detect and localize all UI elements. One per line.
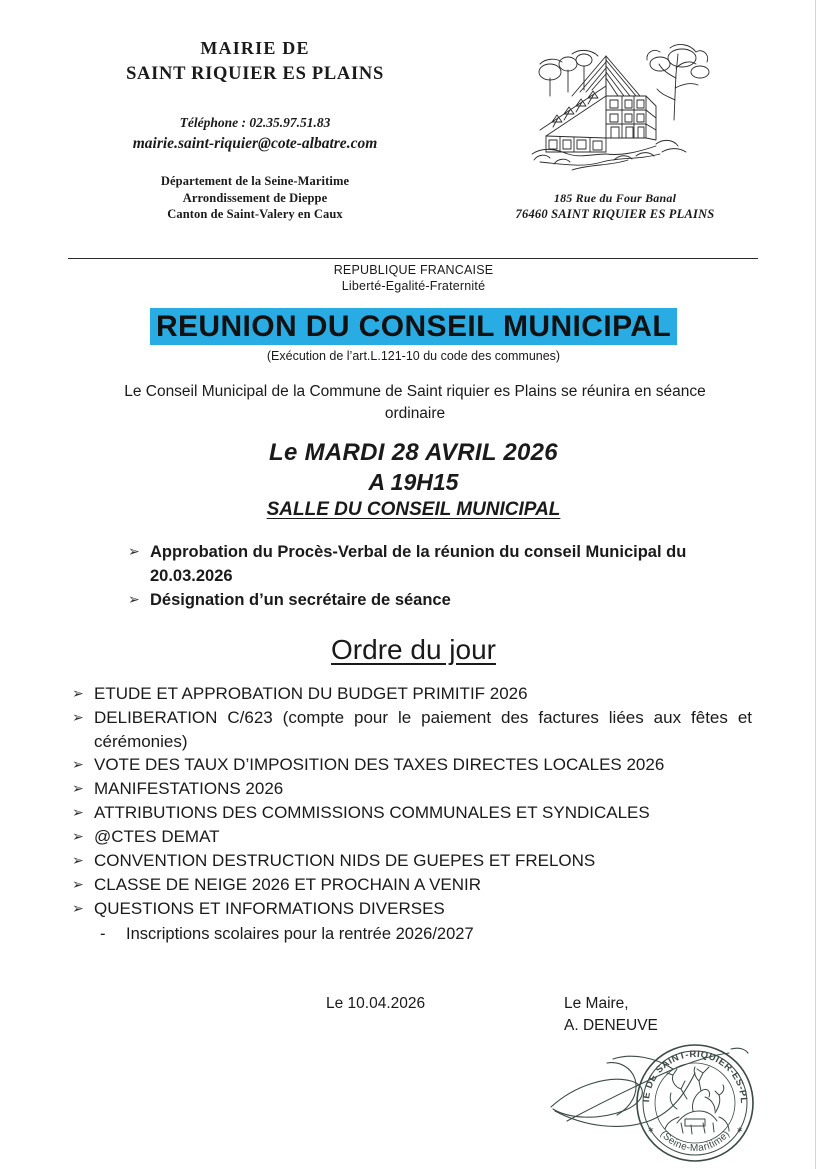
table-row xyxy=(72,706,752,753)
administrative-block xyxy=(55,173,455,223)
agenda-heading: Ordre du jour xyxy=(331,634,496,665)
meeting-location: SALLE DU CONSEIL MUNICIPAL xyxy=(266,499,561,520)
address-line-2: 76460 SAINT RIQUIER ES PLAINS xyxy=(515,207,715,221)
title-banner-wrapper xyxy=(0,308,827,345)
agenda-item-text: QUESTIONS ET INFORMATIONS DIVERSES xyxy=(94,899,445,918)
table-row xyxy=(72,777,752,801)
table-row xyxy=(72,682,752,706)
republic-line-2: Liberté-Egalité-Fraternité xyxy=(341,279,486,293)
official-stamp-and-signature xyxy=(545,1035,790,1169)
arrow-bullet-icon: ➢ xyxy=(72,781,84,797)
table-row xyxy=(72,873,752,897)
meeting-details xyxy=(0,438,827,523)
arrondissement-line: Arrondissement de Dieppe xyxy=(182,190,328,205)
arrow-bullet-icon: ➢ xyxy=(72,877,84,893)
telephone-line: Téléphone : 02.35.97.51.83 xyxy=(179,115,331,130)
agenda-item-text: MANIFESTATIONS 2026 xyxy=(94,779,284,798)
signature-block xyxy=(564,993,658,1037)
header-divider xyxy=(68,258,758,259)
svg-text:(Seine-Maritime) xyxy=(658,1129,732,1154)
arrow-bullet-icon: ➢ xyxy=(72,757,84,773)
letterhead-illustration-block xyxy=(470,34,760,222)
table-row xyxy=(72,849,752,873)
meeting-time: A 19H15 xyxy=(368,469,459,495)
stamp-outer-text: MAIRIE DE SAINT-RIQUIER-ES-PLAINS xyxy=(640,1048,750,1106)
intro-paragraph: Le Conseil Municipal de la Commune de Saint riquier es Plains se réunira en séance ordinaire xyxy=(124,383,706,422)
arrow-bullet-icon: ➢ xyxy=(128,592,140,608)
agenda-heading-wrapper xyxy=(0,632,827,668)
arrow-bullet-icon: ➢ xyxy=(72,686,84,702)
email-line: mairie.saint-riquier@cote-albatre.com xyxy=(132,135,378,152)
address-line-1: 185 Rue du Four Banal xyxy=(553,191,677,205)
agenda-item-text: @CTES DEMAT xyxy=(94,827,220,846)
table-row xyxy=(72,753,752,777)
arrow-bullet-icon: ➢ xyxy=(72,805,84,821)
agenda-subitem xyxy=(72,921,752,947)
agenda-item-text: CONVENTION DESTRUCTION NIDS DE GUEPES ET FRELONS xyxy=(94,851,596,870)
signer-title: Le Maire, xyxy=(564,995,629,1012)
document-title-banner: REUNION DU CONSEIL MUNICIPAL xyxy=(150,308,677,345)
town-hall-building-illustration xyxy=(510,34,720,184)
stamp-star-left: ✶ xyxy=(647,1125,655,1135)
postal-address xyxy=(470,190,760,222)
agenda-subitem-text: Inscriptions scolaires pour la rentrée 2026/2027 xyxy=(126,925,474,943)
departement-line: Département de la Seine-Maritime xyxy=(160,174,350,188)
arrow-bullet-icon: ➢ xyxy=(128,544,140,560)
document-date: Le 10.04.2026 xyxy=(326,995,426,1012)
agenda-item-text: VOTE DES TAUX D’IMPOSITION DES TAXES DIRECTES LOCALES 2026 xyxy=(94,755,665,774)
stamp-star-right: ✶ xyxy=(736,1125,744,1135)
arrow-bullet-icon: ➢ xyxy=(72,853,84,869)
preliminary-item-text: Désignation d’un secrétaire de séance xyxy=(150,591,451,609)
republic-line-1: REPUBLIQUE FRANCAISE xyxy=(333,263,494,277)
arrow-bullet-icon: ➢ xyxy=(72,901,84,917)
table-row xyxy=(72,801,752,825)
agenda-item-text: ETUDE ET APPROBATION DU BUDGET PRIMITIF 2026 xyxy=(94,684,528,703)
legal-reference: (Exécution de l’art.L.121-10 du code des communes) xyxy=(266,349,561,363)
meeting-date: Le MARDI 28 AVRIL 2026 xyxy=(269,439,558,466)
arrow-bullet-icon: ➢ xyxy=(72,710,84,726)
agenda-item-text: ATTRIBUTIONS DES COMMISSIONS COMMUNALES ET SYNDICALES xyxy=(94,803,650,822)
agenda-list xyxy=(72,682,752,947)
list-item xyxy=(128,588,748,612)
republic-block xyxy=(0,262,827,294)
contact-block xyxy=(55,113,455,155)
preliminary-items-list xyxy=(128,540,748,612)
preliminary-item-text: Approbation du Procès-Verbal de la réunion du conseil Municipal du 20.03.2026 xyxy=(150,543,687,585)
mayor-signature-stamp-svg xyxy=(545,1035,790,1169)
table-row xyxy=(72,897,752,921)
arrow-bullet-icon: ➢ xyxy=(72,829,84,845)
mairie-title-line2: SAINT RIQUIER ES PLAINS xyxy=(126,64,384,84)
list-item xyxy=(128,540,748,588)
agenda-item-text: CLASSE DE NEIGE 2026 ET PROCHAIN A VENIR xyxy=(94,875,482,894)
letterhead xyxy=(0,36,827,251)
table-row xyxy=(72,825,752,849)
signer-name: A. DENEUVE xyxy=(564,1017,658,1034)
stamp-inner-text: (Seine-Maritime) xyxy=(657,1128,733,1155)
agenda-item-text: DELIBERATION C/623 (compte pour le paiement des factures liées aux fêtes et cérémonies) xyxy=(94,708,752,751)
letterhead-text-block xyxy=(55,36,455,223)
dash-bullet-icon: - xyxy=(100,925,106,943)
canton-line: Canton de Saint-Valery en Caux xyxy=(167,207,343,221)
mairie-title-line1: MAIRIE DE xyxy=(200,38,310,58)
